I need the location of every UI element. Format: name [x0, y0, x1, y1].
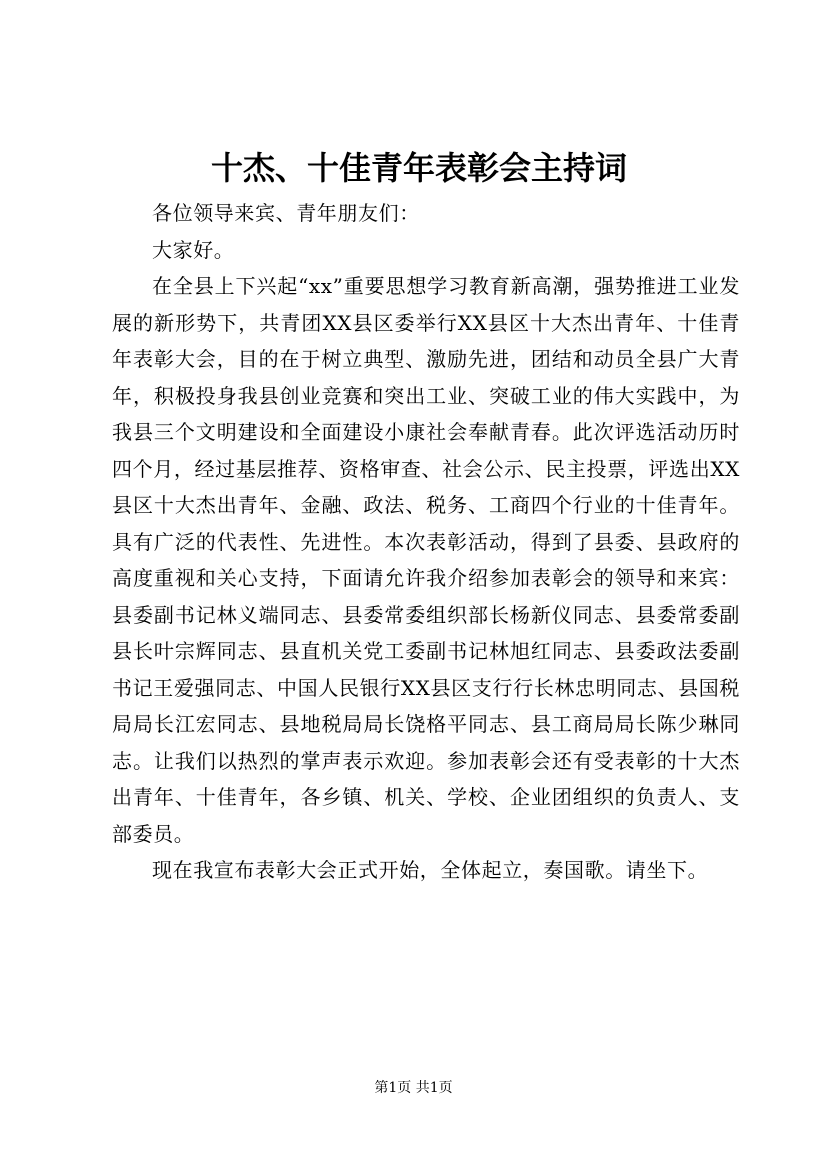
- salutation-paragraph: 各位领导来宾、青年朋友们：: [152, 201, 420, 225]
- main-paragraph: 在全县上下兴起“xx”重要思想学习教育新高潮，强势推进工业发展的新形势下，共青团XX县区委举行XX县区十大杰出青年、十佳青年表彰大会，目的在于树立典型、激励先进，团结和动员全县广大青年，积极投身我县创业竞赛和突出工业、突破工业的伟大实践中，为我县三个文明建设和全面建设小康社会奉献青春。此次评选活动历时四个月，经过基层推荐、资格审查、社会公示、民主投票，评选出XX县区十大杰出青年、金融、政法、税务、工商四个行业的十佳青年。具有广泛的代表性、先进性。本次表彰活动，得到了县委、县政府的高度重视和关心支持，下面请允许我介绍参加表彰会的领导和来宾：县委副书记林义端同志、县委常委组织部长杨新仪同志、县委常委副县长叶宗辉同志、县直机关党工委副书记林旭红同志、县委政法委副书记王爱强同志、中国人民银行XX县区支行行长林忠明同志、县国税局局长江宏同志、县地税局局长饶格平同志、县工商局局长陈少琳同志。让我们以热烈的掌声表示欢迎。参加表彰会还有受表彰的十大杰出青年、十佳青年，各乡镇、机关、学校、企业团组织的负责人、支部委员。: [112, 274, 740, 846]
- document-body: [112, 195, 740, 889]
- page-number-footer: 第1页 共1页: [374, 1080, 453, 1096]
- greeting-paragraph: 大家好。: [152, 237, 235, 262]
- document-title: 十杰、十佳青年表彰会主持词: [210, 149, 627, 187]
- closing-paragraph: 现在我宣布表彰大会正式开始，全体起立，奏国歌。请坐下。: [152, 858, 709, 882]
